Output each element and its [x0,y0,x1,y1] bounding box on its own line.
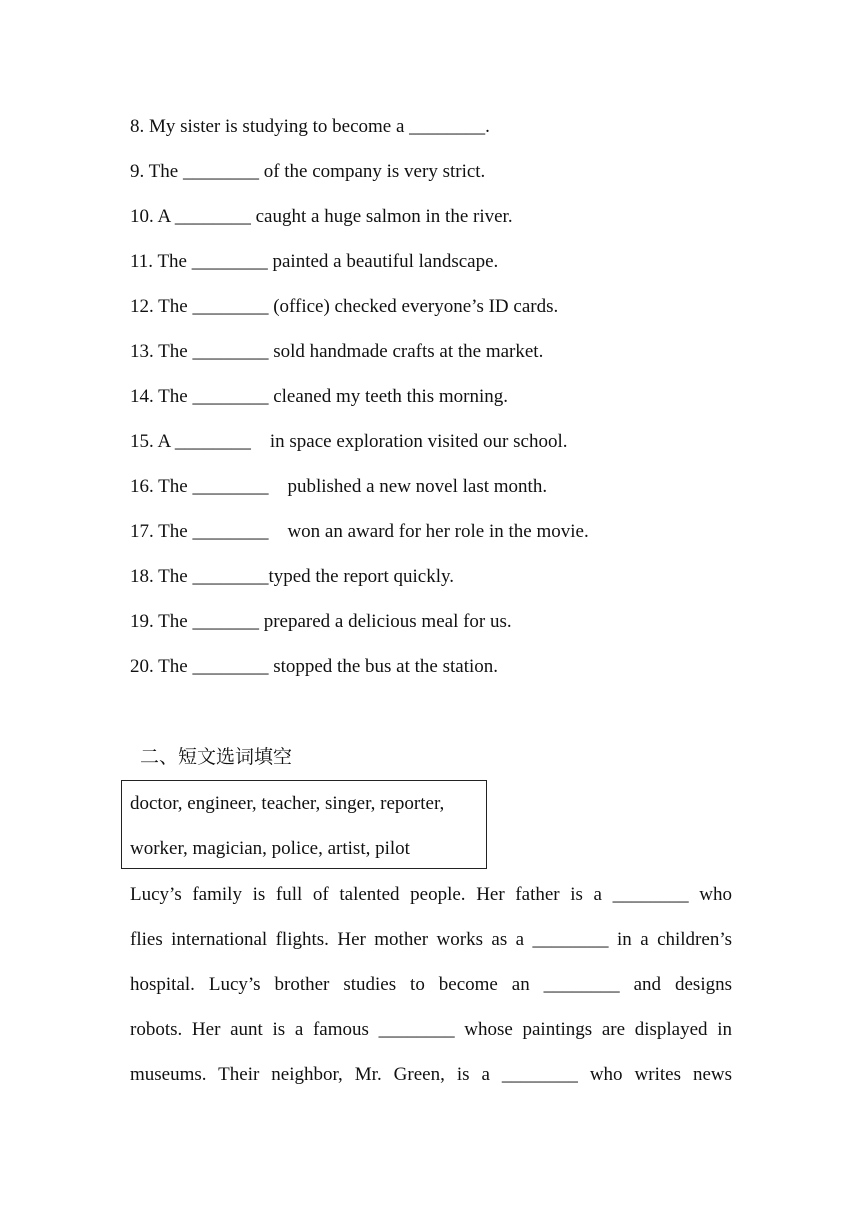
question-item: 20. The ________ stopped the bus at the station. [130,656,498,677]
question-item: 16. The ________ published a new novel last month. [130,476,548,497]
word-bank-box [121,780,487,869]
question-item: 11. The ________ painted a beautiful landscape. [130,251,499,272]
passage-line: flies international flights. Her mother works as a ________ in a children’s [130,929,732,950]
passage-line: museums. Their neighbor, Mr. Green, is a ________ who writes news [130,1064,732,1085]
question-item: 10. A ________ caught a huge salmon in the river. [130,206,513,227]
word-bank-line: doctor, engineer, teacher, singer, reporter, [130,793,445,814]
passage-line: robots. Her aunt is a famous ________ whose paintings are displayed in [130,1019,732,1040]
word-bank-line: worker, magician, police, artist, pilot [130,838,410,859]
section-title: 二、短文选词填空 [140,747,293,768]
cloze-passage [130,880,732,1105]
passage-line: Lucy’s family is full of talented people. Her father is a ________ who [130,884,732,905]
question-item: 15. A ________ in space exploration visited our school. [130,431,568,452]
question-item: 8. My sister is studying to become a ________. [130,116,490,137]
question-item: 12. The ________ (office) checked everyone’s ID cards. [130,296,559,317]
passage-line: hospital. Lucy’s brother studies to become an ________ and designs [130,974,732,995]
question-item: 19. The _______ prepared a delicious meal for us. [130,611,512,632]
question-item: 18. The ________typed the report quickly. [130,566,454,587]
question-item: 14. The ________ cleaned my teeth this morning. [130,386,508,407]
fill-in-question-list [130,112,589,697]
question-item: 13. The ________ sold handmade crafts at the market. [130,341,544,362]
question-item: 9. The ________ of the company is very strict. [130,161,486,182]
question-item: 17. The ________ won an award for her role in the movie. [130,521,589,542]
